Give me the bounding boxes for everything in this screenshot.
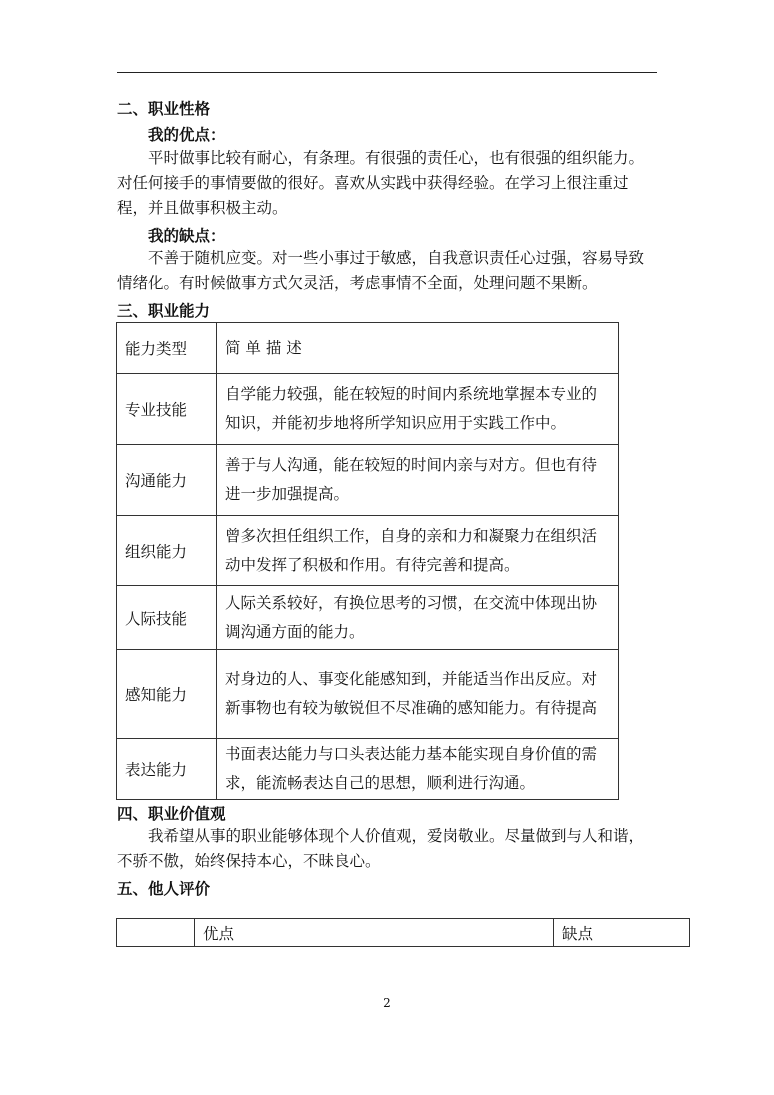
header-rule [117, 72, 657, 73]
eval-blank-cell [117, 919, 195, 947]
values-paragraph: 我希望从事的职业能够体现个人价值观，爱岗敬业。尽量做到与人和谐，不骄不傲，始终保持本心，不昧良心。 [117, 827, 645, 870]
ability-type-cell: 表达能力 [117, 739, 217, 800]
weaknesses-paragraph: 不善于随机应变。对一些小事过于敏感，自我意识责任心过强，容易导致情绪化。有时候做事方式欠灵活，考虑事情不全面，处理问题不果断。 [117, 249, 645, 292]
weaknesses-label: 我的缺点： [148, 226, 226, 245]
ability-type-cell: 专业技能 [117, 374, 217, 445]
ability-type-cell: 感知能力 [117, 650, 217, 739]
page-number: 2 [383, 996, 391, 1010]
table-row [117, 650, 619, 739]
ability-type-cell: 人际技能 [117, 586, 217, 650]
table-row [117, 516, 619, 586]
section-title-career-values: 四、职业价值观 [117, 804, 226, 823]
header-cell-description: 简 单 描 述 [217, 323, 619, 374]
section-title-career-ability: 三、职业能力 [117, 301, 211, 320]
ability-desc-cell: 对身边的人、事变化能感知到，并能适当作出反应。对新事物也有较为敏锐但不尽准确的感知能力。有待提高 [217, 650, 619, 739]
ability-table-header [117, 323, 619, 374]
ability-desc-cell: 曾多次担任组织工作，自身的亲和力和凝聚力在组织活动中发挥了积极和作用。有待完善和提高。 [217, 516, 619, 586]
ability-type-cell: 沟通能力 [117, 445, 217, 516]
table-row [117, 739, 619, 800]
header-cell-type: 能力类型 [117, 323, 217, 374]
ability-table [116, 322, 619, 800]
section-title-career-personality: 二、职业性格 [117, 99, 211, 118]
table-row [117, 445, 619, 516]
ability-desc-cell: 善于与人沟通，能在较短的时间内亲与对方。但也有待进一步加强提高。 [217, 445, 619, 516]
table-row [117, 919, 690, 947]
ability-desc-cell: 书面表达能力与口头表达能力基本能实现自身价值的需求，能流畅表达自己的思想，顺利进行沟通。 [217, 739, 619, 800]
ability-desc-cell: 自学能力较强，能在较短的时间内系统地掌握本专业的知识，并能初步地将所学知识应用于实践工作中。 [217, 374, 619, 445]
ability-type-cell: 组织能力 [117, 516, 217, 586]
ability-desc-cell: 人际关系较好，有换位思考的习惯，在交流中体现出协调沟通方面的能力。 [217, 586, 619, 650]
evaluation-table [116, 918, 690, 947]
strengths-label: 我的优点： [148, 125, 226, 144]
eval-header-weaknesses: 缺点 [554, 919, 690, 947]
table-row [117, 586, 619, 650]
section-title-others-evaluation: 五、他人评价 [117, 879, 211, 898]
table-row [117, 374, 619, 445]
strengths-paragraph: 平时做事比较有耐心，有条理。有很强的责任心，也有很强的组织能力。对任何接手的事情要做的很好。喜欢从实践中获得经验。在学习上很注重过程，并且做事积极主动。 [117, 149, 645, 217]
eval-header-strengths: 优点 [195, 919, 554, 947]
